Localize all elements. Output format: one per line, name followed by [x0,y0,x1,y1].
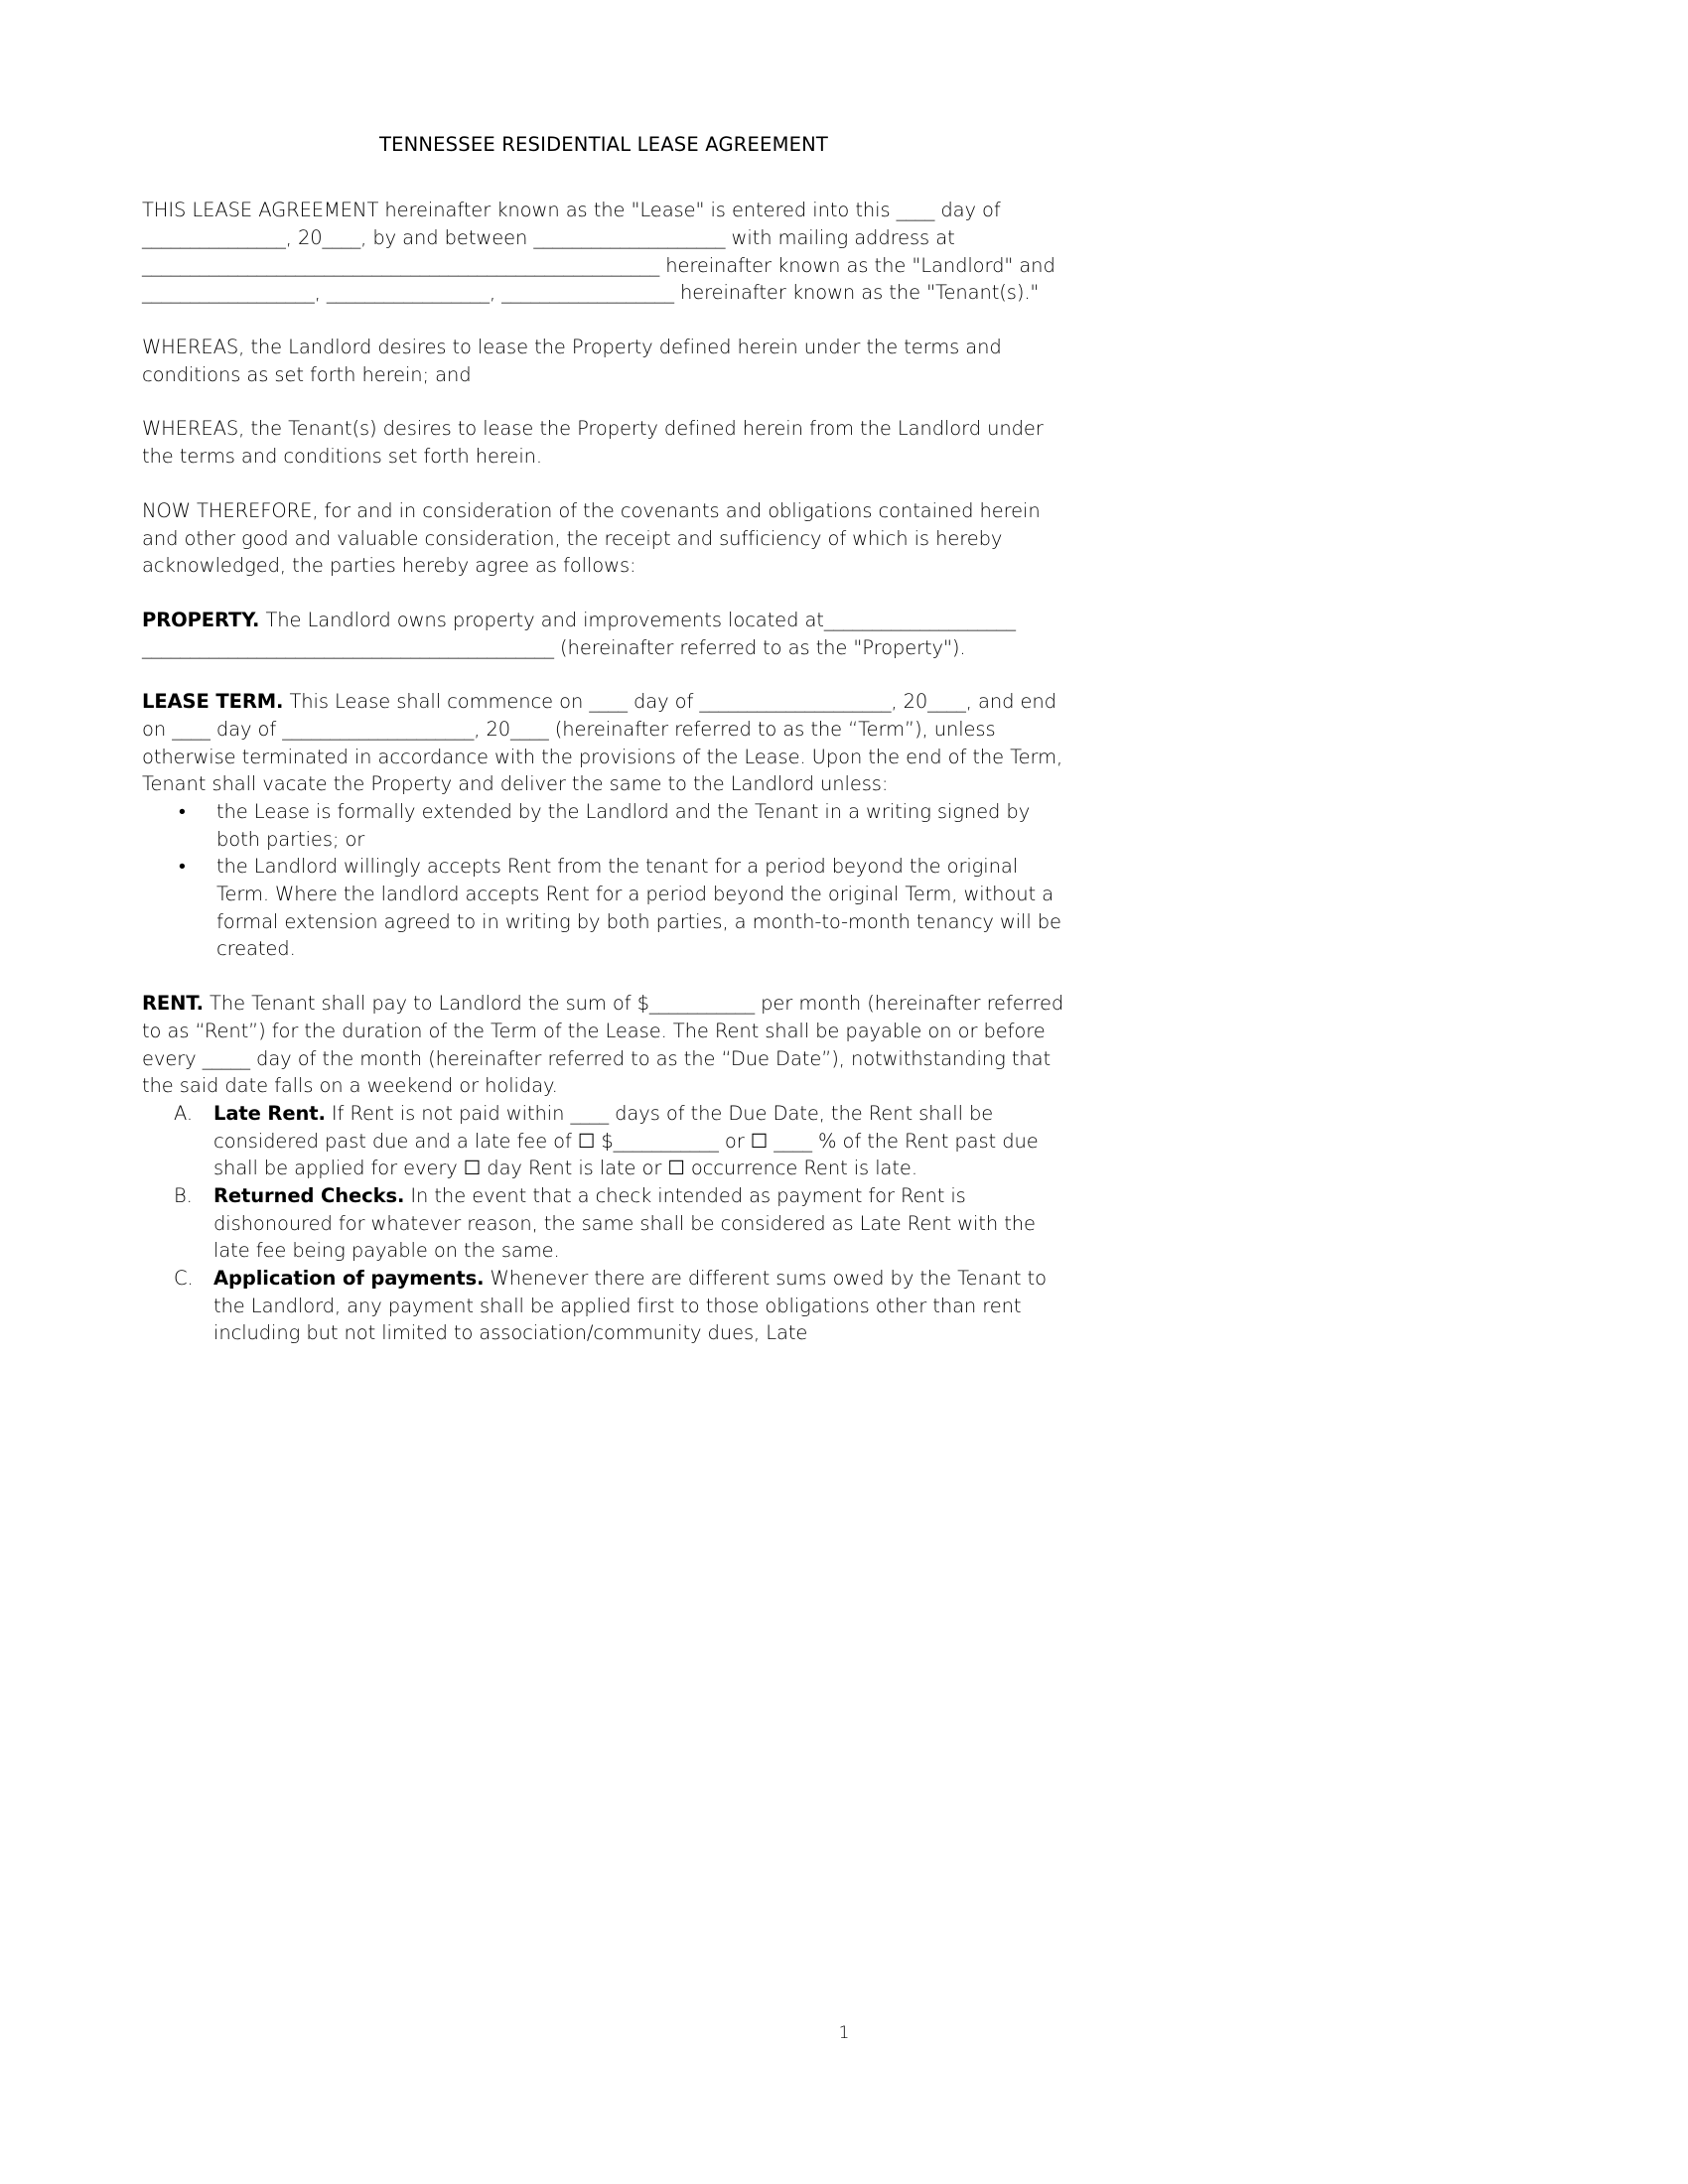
bullet-icon: • [179,855,186,879]
checkbox-icon[interactable]: ☐ [577,1129,596,1153]
late-rent-text-1: If Rent is not paid within ____ days of the Due Date, the Rent shall be considered past due and a late fee of [213,1101,994,1153]
page-title: TENNESSEE RESIDENTIAL LEASE AGREEMENT [378,133,829,156]
rent-heading: RENT. [142,992,204,1016]
property-body: The Landlord owns property and improvements located at____________________ ___________________________________________ (hereinafter referred to as the "Property"). [142,608,1016,659]
list-item-text: the Landlord willingly accepts Rent from the tenant for a period beyond the original Term. Where the landlord accepts Rent for a period beyond the original Term, without a formal extension agreed to in writing by both parties, a month-to-month tenancy will be created. [216,855,1061,961]
lease-term-body: This Lease shall commence on ____ day of ____________________, 20____, and end on ____ day of ____________________, 20____ (hereinafter referred to as the “Term”), unless otherwise terminated in accordance with the provisions of the Lease. Upon the end of the Term, Tenant shall vacate the Property and deliver the same to the Landlord unless: [142,690,1063,796]
now-therefore-paragraph: NOW THEREFORE, for and in consideration of the covenants and obligations contained herein and other good and valuable consideration, the receipt and sufficiency of which is hereby acknowledged, the parties hereby agree as follows: [142,498,1041,578]
list-item-returned-checks [142,1182,1065,1265]
returned-checks-text: In the event that a check intended as payment for Rent is dishonoured for whatever reason, the same shall be considered as Late Rent with the late fee being payable on the same. [213,1183,1036,1263]
page-number-footer: 1 [838,2023,850,2043]
list-marker: A. [174,1101,193,1125]
late-rent-text-5: occurrence Rent is late. [684,1157,917,1180]
checkbox-icon[interactable]: ☐ [667,1157,685,1180]
late-rent-text-2: $___________ or [595,1129,751,1153]
intro-paragraph: THIS LEASE AGREEMENT hereinafter known as the "Lease" is entered into this ____ day of _______________, 20____, by and between ____________________ with mailing address at ______________________________________________________ hereinafter known as the "Landlord" and __________________, _________________, __________________ hereinafter known as the "Tenant(s)." [142,199,1055,305]
list-item-late-rent [142,1100,1065,1182]
list-item-application-of-payments [142,1265,1065,1347]
lease-term-section [142,688,1065,798]
application-of-payments-heading: Application of payments. [213,1267,485,1291]
whereas-landlord-paragraph: WHEREAS, the Landlord desires to lease the Property defined herein under the terms and conditions as set forth herein; and [142,336,1002,386]
list-item [142,798,1065,853]
rent-section [142,990,1065,1100]
list-marker: C. [174,1267,194,1291]
whereas-tenant-paragraph: WHEREAS, the Tenant(s) desires to lease the Property defined herein from the Landlord under the terms and conditions set forth herein. [142,417,1044,469]
checkbox-icon[interactable]: ☐ [463,1157,482,1180]
lease-term-heading: LEASE TERM. [142,690,284,714]
returned-checks-heading: Returned Checks. [213,1183,405,1207]
list-marker: B. [174,1183,193,1207]
document-body [142,132,1065,1347]
late-rent-text-4: day Rent is late or [481,1157,668,1180]
checkbox-icon[interactable]: ☐ [750,1129,769,1153]
property-heading: PROPERTY. [142,608,260,631]
rent-body: The Tenant shall pay to Landlord the sum of $___________ per month (hereinafter referred to as “Rent”) for the duration of the Term of the Lease. The Rent shall be payable on or before every _____ day of the month (hereinafter referred to as the “Due Date”), notwithstanding that the said date falls on a weekend or holiday. [142,992,1064,1098]
late-rent-heading: Late Rent. [213,1101,326,1125]
list-item-text: the Lease is formally extended by the Landlord and the Tenant in a writing signed by both parties; or [216,800,1031,851]
rent-lettered-list [142,1100,1065,1347]
property-section [142,607,1065,661]
bullet-icon: • [179,800,186,824]
list-item [142,853,1065,963]
lease-term-bullet-list [142,798,1065,963]
late-rent-text-3: ____ % of the Rent past due shall be applied for every [213,1129,1039,1180]
application-of-payments-text: Whenever there are different sums owed by the Tenant to the Landlord, any payment shall be applied first to those obligations other than rent including but not limited to association/community dues, Late [213,1267,1047,1345]
